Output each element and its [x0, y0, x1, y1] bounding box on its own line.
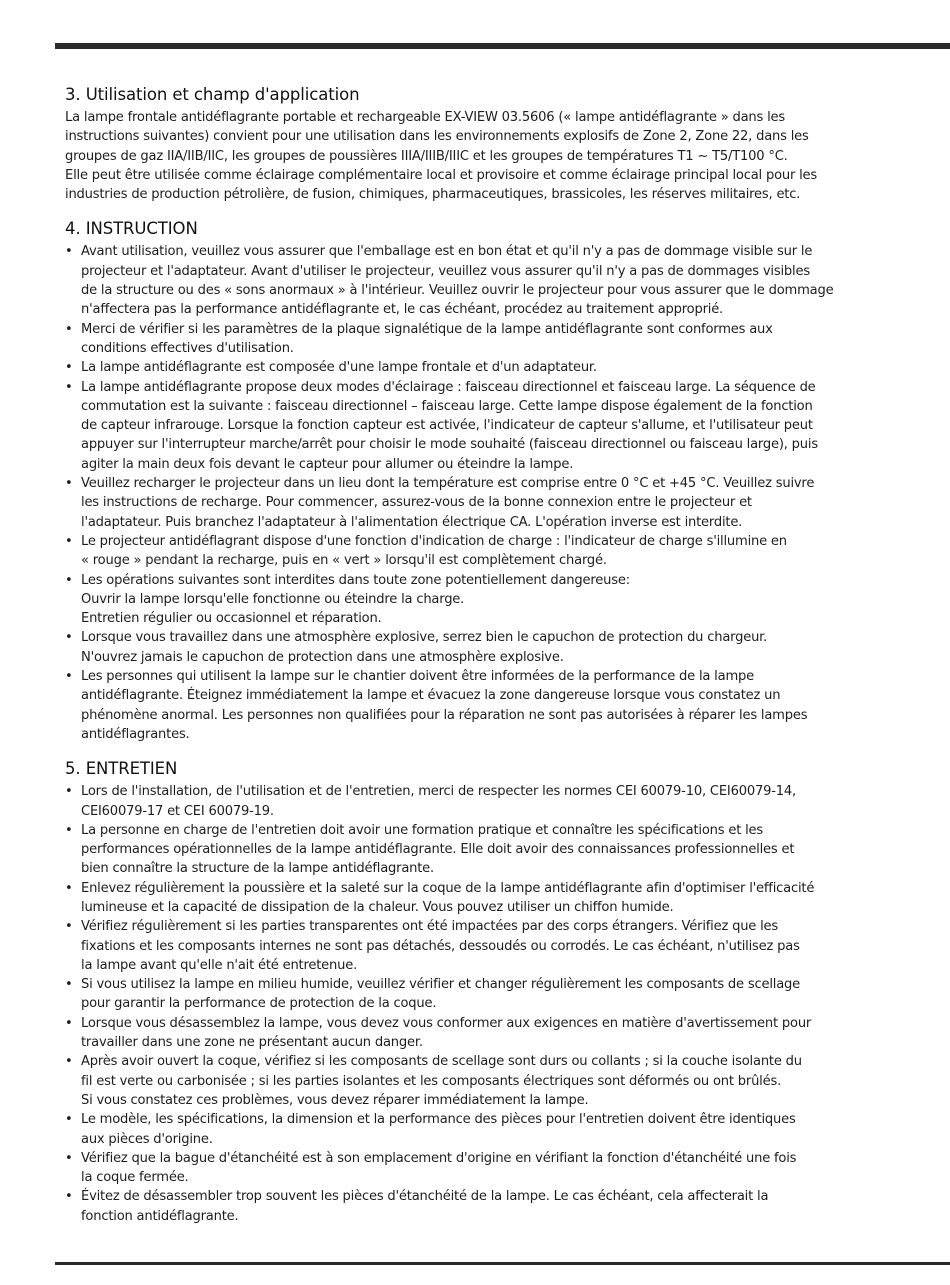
list-item — [65, 879, 905, 918]
list-item — [65, 320, 905, 359]
list-item-line: agiter la main deux fois devant le capteur pour allumer ou éteindre la lampe. — [81, 456, 574, 472]
paragraph-line: La lampe frontale antidéflagrante portable et rechargeable EX-VIEW 03.5606 (« lampe antidéflagrante » dans les — [65, 110, 786, 125]
list-item-line: CEI60079-17 et CEI 60079-19. — [81, 803, 274, 819]
list-item-line: antidéflagrantes. — [81, 726, 190, 742]
list-item — [65, 628, 905, 667]
list-item-line: aux pièces d'origine. — [81, 1131, 213, 1147]
list-item-line: commutation est la suivante : faisceau directionnel – faisceau large. Cette lampe dispose également de la fonction — [81, 398, 813, 414]
paragraph-line: industries de production pétrolière, de fusion, chimiques, pharmaceutiques, brassicoles, les réserves militaires, etc. — [65, 187, 801, 203]
list-item-line: • Vérifiez que la bague d'étanchéité est à son emplacement d'origine en vérifiant la fonction d'étanchéité une fois — [81, 1150, 797, 1166]
list-item-line: appuyer sur l'interrupteur marche/arrêt pour choisir le mode souhaité (faisceau directionnel ou faisceau large), puis — [81, 437, 818, 453]
list-item-line: les instructions de recharge. Pour commencer, assurez-vous de la bonne connexion entre le projecteur et — [81, 495, 752, 511]
list-item-line: • Lors de l'installation, de l'utilisation et de l'entretien, merci de respecter les normes CEI 60079-10, CEI60079-14, — [81, 784, 796, 800]
section-title: 3. Utilisation et champ d'application — [65, 85, 360, 104]
list-item-line: • Après avoir ouvert la coque, vérifiez si les composants de scellage sont durs ou collants ; si la couche isolante du — [81, 1054, 802, 1070]
list-item-line: conditions effectives d'utilisation. — [81, 340, 294, 356]
list-item-line: • Les personnes qui utilisent la lampe sur le chantier doivent être informées de la performance de la lampe — [81, 669, 754, 685]
list-item-line: Entretien régulier ou occasionnel et réparation. — [81, 611, 382, 627]
bottom-rule — [55, 1262, 950, 1265]
list-item-line: de capteur infrarouge. Lorsque la fonction capteur est activée, l'indicateur de capteur s'allume, et l'utilisateur peut — [81, 418, 813, 434]
list-item-line: • Les opérations suivantes sont interdites dans toute zone potentiellement dangereuse: — [81, 572, 630, 588]
section-utilisation — [65, 82, 905, 204]
list-item-line: • Vérifiez régulièrement si les parties transparentes ont été impactées par des corps étrangers. Vérifiez que les — [81, 919, 779, 935]
list-item-line: n'affectera pas la performance antidéflagrante et, le cas échéant, procédez au traitement approprié. — [81, 302, 724, 318]
list-item-line: N'ouvrez jamais le capuchon de protection dans une atmosphère explosive. — [81, 649, 564, 665]
list-item-line: • Lorsque vous travaillez dans une atmosphère explosive, serrez bien le capuchon de protection du chargeur. — [81, 630, 768, 646]
list-item — [65, 782, 905, 821]
list-item-line: fonction antidéflagrante. — [81, 1208, 239, 1224]
list-item-line: • Le modèle, les spécifications, la dimension et la performance des pièces pour l'entretien doivent être identiques — [81, 1112, 796, 1128]
list-item — [65, 532, 905, 571]
list-item-line: fil est verte ou carbonisée ; si les parties isolantes et les composants électriques sont déformés ou ont brûlés. — [81, 1073, 782, 1089]
list-item — [65, 358, 905, 377]
list-item-line: Ouvrir la lampe lorsqu'elle fonctionne ou éteindre la charge. — [81, 591, 465, 607]
list-item — [65, 975, 905, 1014]
top-rule — [55, 43, 950, 49]
list-item-line: • Enlevez régulièrement la poussière et la saleté sur la coque de la lampe antidéflagrante afin d'optimiser l'efficacité — [81, 880, 815, 896]
list-item-line: fixations et les composants internes ne sont pas détachés, dessoudés ou corrodés. Le cas échéant, n'utilisez pas — [81, 938, 800, 954]
list-item — [65, 1149, 905, 1188]
section-title: 4. INSTRUCTION — [65, 219, 198, 239]
list-item — [65, 821, 905, 879]
list-item-line: • Veuillez recharger le projecteur dans un lieu dont la température est comprise entre 0 °C et +45 °C. Veuillez suivre — [81, 476, 815, 492]
bullet-list — [65, 782, 905, 1226]
list-item-line: • La personne en charge de l'entretien doit avoir une formation pratique et connaître les spécifications et les — [81, 822, 764, 838]
list-item-line: projecteur et l'adaptateur. Avant d'utiliser le projecteur, veuillez vous assurer qu'il n'y a pas de dommages visibles — [81, 263, 810, 279]
list-item-line: lumineuse et la capacité de dissipation de la chaleur. Vous pouvez utiliser un chiffon humide. — [81, 899, 674, 915]
list-item — [65, 1187, 905, 1226]
section-title: 5. ENTRETIEN — [65, 759, 178, 779]
list-item-line: « rouge » pendant la recharge, puis en « vert » lorsqu'il est complètement chargé. — [81, 553, 607, 569]
list-item-line: • La lampe antidéflagrante propose deux modes d'éclairage : faisceau directionnel et faisceau large. La séquence de — [81, 379, 816, 395]
list-item-line: la lampe avant qu'elle n'ait été entretenue. — [81, 957, 358, 973]
list-item-line: • Le projecteur antidéflagrant dispose d'une fonction d'indication de charge : l'indicateur de charge s'illumine en — [81, 533, 787, 549]
list-item — [65, 242, 905, 319]
list-item — [65, 1110, 905, 1149]
list-item — [65, 571, 905, 629]
list-item-line: la coque fermée. — [81, 1170, 189, 1186]
paragraph-line: instructions suivantes) convient pour une utilisation dans les environnements explosifs de Zone 2, Zone 22, dans les — [65, 129, 809, 145]
list-item — [65, 1052, 905, 1110]
list-item-line: bien connaître la structure de la lampe antidéflagrante. — [81, 861, 434, 877]
section-paragraph — [65, 108, 905, 204]
list-item — [65, 378, 905, 474]
bullet-list — [65, 242, 905, 744]
document-body — [65, 82, 905, 1238]
list-item-line: pour garantir la performance de protection de la coque. — [81, 996, 437, 1012]
list-item — [65, 474, 905, 532]
list-item-line: Si vous constatez ces problèmes, vous devez réparer immédiatement la lampe. — [81, 1092, 589, 1108]
list-item-line: • Si vous utilisez la lampe en milieu humide, veuillez vérifier et changer régulièrement les composants de scellage — [81, 977, 800, 993]
list-item-line: de la structure ou des « sons anormaux » à l'intérieur. Veuillez ouvrir le projecteur pour vous assurer que le dommage — [81, 283, 834, 299]
list-item-line: l'adaptateur. Puis branchez l'adaptateur à l'alimentation électrique CA. L'opération inverse est interdite. — [81, 514, 743, 530]
list-item-line: phénomène anormal. Les personnes non qualifiées pour la réparation ne sont pas autorisées à réparer les lampes — [81, 707, 808, 723]
list-item-line: • Avant utilisation, veuillez vous assurer que l'emballage est en bon état et qu'il n'y a pas de dommage visible sur le — [81, 244, 813, 260]
section-entretien — [65, 756, 905, 1226]
list-item-line: • Évitez de désassembler trop souvent les pièces d'étanchéité de la lampe. Le cas échéant, cela affecterait la — [81, 1189, 769, 1205]
list-item — [65, 667, 905, 744]
list-item — [65, 917, 905, 975]
list-item-line: • La lampe antidéflagrante est composée d'une lampe frontale et d'un adaptateur. — [81, 360, 597, 376]
list-item-line: antidéflagrante. Éteignez immédiatement la lampe et évacuez la zone dangereuse lorsque vous constatez un — [81, 688, 781, 704]
list-item-line: • Merci de vérifier si les paramètres de la plaque signalétique de la lampe antidéflagrante sont conformes aux — [81, 321, 773, 337]
paragraph-line: groupes de gaz IIA/IIB/IIC, les groupes de poussières IIIA/IIIB/IIIC et les groupes de températures T1 ~ T5/T100 °C. — [65, 148, 788, 164]
section-instruction — [65, 216, 905, 744]
list-item — [65, 1014, 905, 1053]
list-item-line: • Lorsque vous désassemblez la lampe, vous devez vous conformer aux exigences en matière d'avertissement pour — [81, 1015, 812, 1031]
list-item-line: performances opérationnelles de la lampe antidéflagrante. Elle doit avoir des connaissances professionnelles et — [81, 842, 795, 858]
list-item-line: travailler dans une zone ne présentant aucun danger. — [81, 1035, 423, 1051]
paragraph-line: Elle peut être utilisée comme éclairage complémentaire local et provisoire et comme éclairage principal local pour les — [65, 167, 818, 183]
